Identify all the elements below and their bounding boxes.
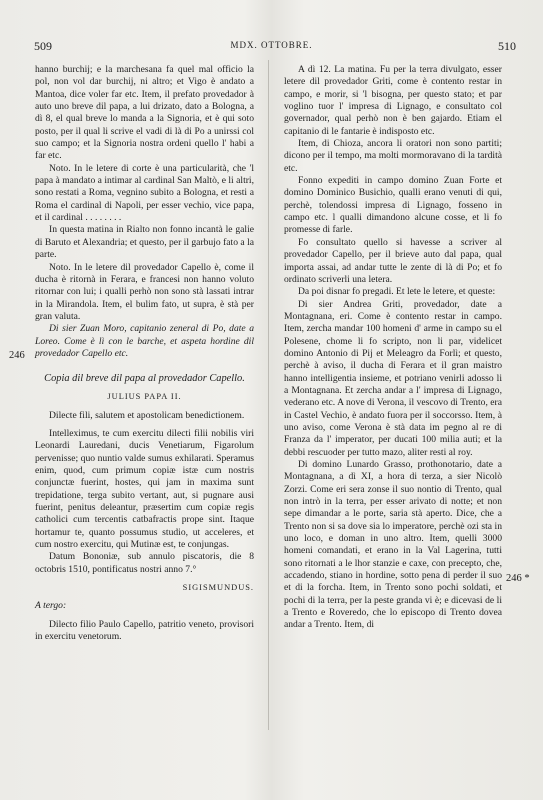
margin-number-right: 246 * <box>506 573 530 584</box>
breve-title: Copia dil breve dil papa al provedador Capello. <box>44 373 245 385</box>
right-paragraph-7: Di domino Lunardo Grasso, prothonotario, date a Montagnana, a dì XI, a hora di terza, a sier Nicolò Zorzi. Come eri sera zonse il suo nontio di Trento, qual non intrò in la terra, per esser arivato di notte; et non sepe dimandar a le porte, saria stà aperto. Dice, che a Trento non si sa dove sia lo imperatore, perchè ozi sta in uno loco, e doman in uno altro. Item, quelli 3000 homeni comandati, et erano in la Val Lagerina, tutti sono ritornati a le lhor stanzie e caxe, con precepto, che, accadendo, stiano in hordine, sotto pena di perder il suo et di la forcha. Item, in Trento sono pochi soldati, et pochi di la terra, per la peste granda vi è; e dicevasi de li a Trento e Roveredo, che lo episcopo di Trento dovea andar a Trento. Item, di <box>284 459 502 631</box>
left-paragraph-5: Di sier Zuan Moro, capitanio zeneral di Po, date a Loreo. Come è lì con le barche, et aspeta hordine dil provedador Capello etc. <box>35 323 254 359</box>
right-paragraph-2: Item, di Chioza, ancora li oratori non sono partiti; dicono per il tempo, ma molti mormoravano di la tardità etc. <box>284 138 502 174</box>
julius-heading: JULIUS PAPA II. <box>107 392 182 402</box>
running-title: MDX. OTTOBRE. <box>230 40 313 50</box>
right-paragraph-1: A dì 12. La matina. Fu per la terra divulgato, esser letere dil provedador Griti, come è contento restar in campo, e morir, si 'l bisogna, per questo stato; et par voglino tuor l' impresa di Lignago, e consultato col governador, qual perhò non è ben gajardo. Etiam el capitanio di le fantarie è indisposto etc. <box>284 64 502 137</box>
page-number-left: 509 <box>34 39 52 53</box>
a-tergo: A tergo: <box>35 600 67 612</box>
right-paragraph-5: Da poi disnar fo pregadi. Et lete le letere, et queste: <box>298 286 496 298</box>
left-paragraph-6: Dilecte fili, salutem et apostolicam benedictionem. <box>49 409 245 421</box>
left-column <box>35 64 254 643</box>
left-paragraph-2: Noto. In le letere di corte è una particularità, che 'l papa à mandato a intimar al cardinal San Maltò, e li altri, sono restati a Roma, vegnino subito a Bologna, et resti a Roma el cardinal di Napoli, per esser vechio, vice papa, et il cardinal . . . . . . . . <box>35 162 254 224</box>
signature: SIGISMUNDUS. <box>182 583 254 593</box>
right-paragraph-6: Di sier Andrea Griti, provedador, date a Montagnana, eri. Come è contento restar in campo. Item, zercha mandar 100 homeni d' arme in campo su el Polesene, chome li fo scripto, non li par, videlicet domino Antonio di Pij et Meleagro da Forlì; et questo, perchè à aviso, il ducha di Ferara et il gran maistro hanno intelligentia insieme, et potriano venirli adosso li a Montagnana. Et zercha andar a l' impresa di Lignago, vederano etc. A nove di Verona, il vescovo di Trento, era in Castel Vechio, è andato fuora per il soccorsso. Item, à uno aviso, come Verona è stà data im pegno al re di Franza da l' imperator, per ducati 100 milia auti; et la debbi rescuoder per tutto mazo, aliter resti al roy. <box>284 298 502 458</box>
left-paragraph-3: In questa matina in Rialto non fonno incantà le galie di Baruto et Alexandria; et questo, per il garbujo fato a la parte. <box>35 224 254 261</box>
left-paragraph-4: Noto. In le letere dil provedador Capello è, come il ducha è ritornà in Ferara, e francesi non hanno voluto ritornar con lui; i qualli perhò non sono stà lassati intrar in la Mirandola. Item, el bulim fato, ut supra, è stà per gran valuta. <box>35 261 254 322</box>
column-divider <box>268 60 269 730</box>
right-paragraph-3: Fonno expediti in campo domino Zuan Forte et domino Dominico Busichio, qualli erano venuti di qui, perchè, tolendossi impresa di Lignago, fosseno in campo etc. l qualli dimandono alcune cosse, et li fo promesse di farle. <box>284 175 502 236</box>
left-paragraph-8: Datum Bononiæ, sub annulo piscatoris, die 8 octobris 1510, pontificatus nostri anno 7.° <box>35 551 254 575</box>
page-header <box>0 39 543 55</box>
left-paragraph-7: Intelleximus, te cum exercitu dilecti filii nobilis viri Leonardi Lauredani, ducis Venetiarum, Figarolum pervenisse; quo nuntio valde sumus exhilarati. Speramus enim, quod, cum primum copiæ istæ cum nostris conjunctæ fuerint, hostes, qui jam in maxima sunt trepidatione, terga subito vertant, aut, si pugnare ausi fuerint, penitus deleantur, præsertim cum copiæ regis catholici cum tercentis catbafractis prope sint. Itaque hortamur te, quanto possumus studio, ut acceleres, et cum nostro exercitu, qui Mutinæ est, te conjungas. <box>35 427 254 551</box>
left-paragraph-1: hanno burchij; e la marchesana fa quel mal officio la pol, non vol dar burchij, ni altro; et Vigo è andato a Mantoa, dice voler far etc. Item, il prefato provedador à auto uno breve dil papa, a lui drizato, dato a Bologna, a dì 8, el qual breve lo manda a la Signoria, et è qui soto posto, per il qual li scrive el vadi di là di Po a unirssi col suo campo; et la Signoria nostra ordeni quello l' habi a far etc. <box>35 64 254 162</box>
margin-number-left: 246 <box>9 350 25 361</box>
left-paragraph-9: Dilecto filio Paulo Capello, patritio veneto, provisori in exercitu venetorum. <box>35 618 254 643</box>
right-paragraph-4: Fo consultato quello si havesse a scriver al provedador Capello, per il brieve auto dal papa, qual importa assai, ad andar tutte le zente di là di Po; et fo ordinato scriverli una letera. <box>284 236 502 285</box>
right-column <box>284 64 502 632</box>
page-number-right: 510 <box>498 39 516 53</box>
